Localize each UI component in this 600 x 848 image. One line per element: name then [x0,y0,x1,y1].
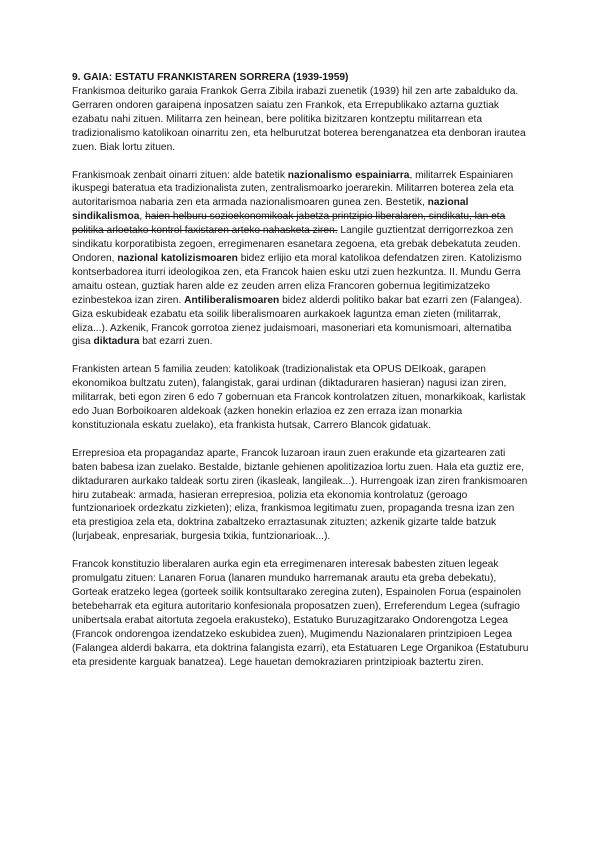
text-run: , [139,211,146,223]
text-run: bidez erlijio eta moral katolikoa defendatzen ziren. Katolizismo kontserbadorea iturri ideologikoa zen, eta Francok haien esku utzi zuen hezkuntza. II. Mundu Gerra amaitu ostean, guztiak haren alde ez zeuden arren eliza Francoren gobernua legitimizatzeko ezinbestekoa izan ziren. [72,252,522,306]
bold-term-antiliberalism: Antiliberalismoaren [184,294,280,306]
text-run: , militarrek Espainiaren ikuspegi bateratua eta tradizionalista zuten, zentralismoarko joerarekin. Militarren boterea zela eta autoritarismoa nabaria zen eta armada nazionalismoaren gunea zen. Bestetik, [72,169,514,209]
document-title: 9. GAIA: ESTATU FRANKISTAREN SORRERA (1939-1959) [72,72,349,83]
text-run: bat ezarri zuen. [139,336,213,348]
text-run: Frankismoak zenbait oinarri zituen: alde batetik [72,169,288,181]
paragraph-pillars: Errepresioa eta propagandaz aparte, Francok luzaroan iraun zuen erakunde eta gizartearen zati baten babesa izan zuelako. Bestalde, biztanle gehienen apolitizazioa lortu zuen. Hala eta guztiz ere, diktaduraren aurkako taldeak sortu ziren (ikasleak, langileak...). Hurrengoak izan ziren frankismoaren hiru zutabeak: armada, hasieran errepresioa, polizia eta ekonomia kontrolatuz (geroago funtzionarioek ordezkatu zizkieten); eliza, frankismoa legitimatu zuen, propaganda tresna izan zen eta prestigioa zela eta, doktrina zabaltzeko erraztasunak zituzten; azkenik gizarte talde batzuk (lurjabeak, enpresariak, burgesia txikia, funtzionarioak...). [72,447,528,543]
bold-term-syndicalism: nazional sindikalismoa [72,197,469,223]
text-run: Langile guztientzat derrigorrezkoa zen sindikatu korporatibista zegoen, erregimenaren esanetara zegoena, eta grebak debekatuta zeuden. Ondoren, [72,225,521,264]
bold-term-dictatorship: diktadura [93,336,140,348]
paragraph-foundations [72,169,530,350]
bold-term-nationalism: nazionalismo espainiarra [287,169,410,181]
paragraph-laws: Francok konstituzio liberalaren aurka egin eta erregimenaren interesak babesten zituen legeak promulgatu zituen: Lanaren Forua (lanaren munduko harremanak arautu eta greba debekatu), Gorteak eratzeko legea (gorteek soilik kontsultarako zeregina zuten), Espainolen Forua (espainolen betebeharrak eta egitura autoritario konfesionala proposatzen zuen), Erreferendum Legea (sufragio unibertsala erabat aitortuta zegoela erakusteko), Estatuko Buruzagitzarako Ondorengotza Legea (Francok ondorengoa izendatzeko eskubidea zuen), Mugimendu Nazionalaren printzipioen Legea (Falangea alderdi bakarra, eta doktrina falangista ezarri), eta Estatuaren Lege Organikoa (Estatuburu eta presidente karguak banatzea). Lege hauetan demokraziaren printzipioak baztertu ziren. [72,559,529,668]
struck-text: haien helburu sozioekonomikoak jabetza printzipio liberalaren, sindikatu, lan eta politika arloetako kontrol faxistaren arteko nahasketa ziren. [72,211,506,237]
paragraph-families: Frankisten artean 5 familia zeuden: katolikoak (tradizionalistak eta OPUS DEIkoak, garapen ekonomikoa bultzatu zuten), falangistak, garai urdinan (diktaduraren hasieran) nagusi izan ziren, militarrak, beti egon ziren 6 edo 7 gobernuan eta Francok kontrolatzen zituen, monarkikoak, karlistak edo Juan Borboikoaren aldekoak (azken honekin erlazioa ez zen erraza izan monarkia konstituzionala eskatu zuelako), eta frankista hutsak, Carrero Blancok gidatuak. [72,364,526,431]
text-run: bidez alderdi politiko bakar bat ezarri zen (Falangea). Giza eskubideak ezabatu eta soilik liberalismoaren aurkakoek laguntza eman zieten (militarrak, eliza...). Azkenik, Francok gorrotoa zienez judaismoari, masoneriari eta komunismoari, alternatiba gisa [72,294,523,348]
paragraph-intro: Frankismoa deituriko garaia Frankok Gerra Zibila irabazi zuenetik (1939) hil zen arte zabalduko da. Gerraren ondoren garaipena inposatzen saiatu zen Frankok, eta Errepublikako aztarna guztiak ezabatu nahi zituen. Militarra zen heinean, bere politika bizitzaren kontzeptu militarrean eta tradizionalismo katolikoan oinarritu zen, eta helburutzat boterea berenganatzea eta denboran irautea zuen. Biak lortu zituen. [72,86,526,153]
bold-term-catholicism: nazional katolizismoaren [117,252,238,264]
